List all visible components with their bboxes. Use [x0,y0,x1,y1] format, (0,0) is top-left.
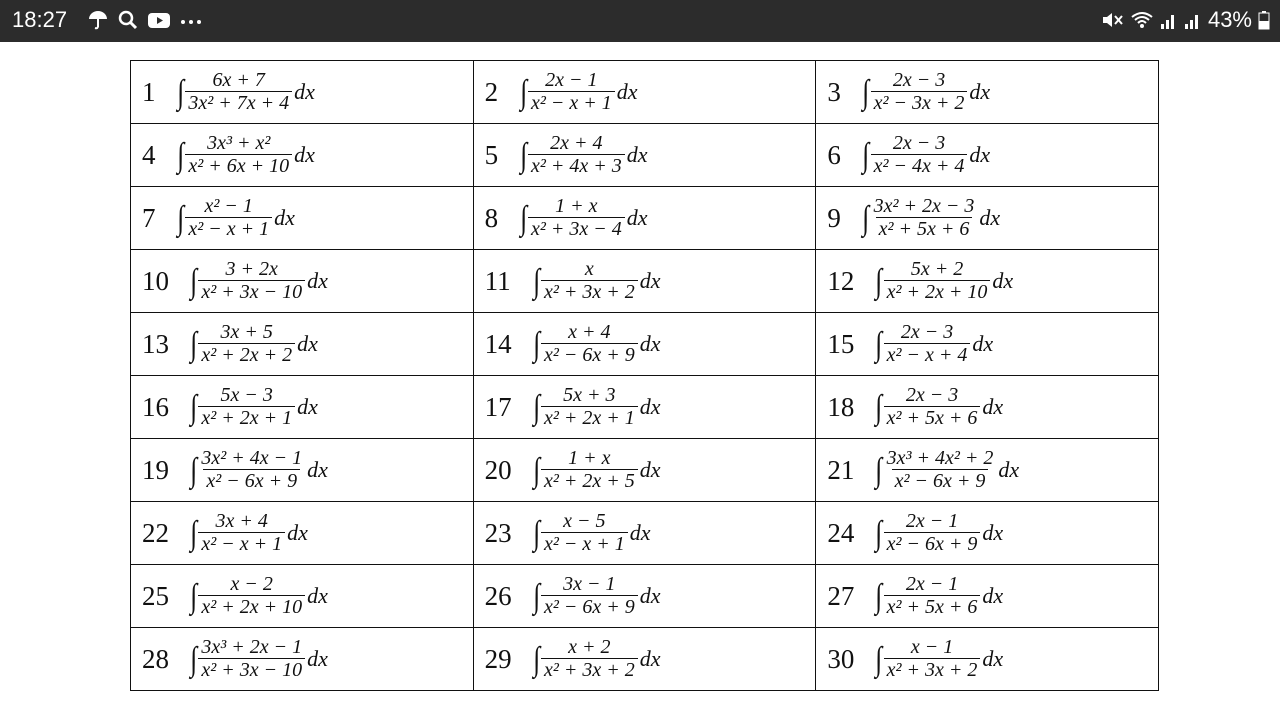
numerator: 5x + 3 [563,384,616,406]
youtube-icon [147,10,171,30]
differential: dx [294,142,315,167]
clock: 18:27 [12,7,68,32]
integral-expression [131,313,473,375]
denominator: x² + 2x + 10 [884,280,991,303]
integral-sign: ∫ [875,326,883,363]
integral-expression [816,376,1158,438]
fraction [884,259,991,303]
problem-number: 26 [484,580,512,611]
integral-sign: ∫ [177,74,185,111]
fraction [541,385,638,429]
problem-number: 7 [142,202,156,233]
problem-number: 12 [827,265,855,296]
numerator: 2x − 1 [545,69,598,91]
integral-sign: ∫ [190,452,198,489]
fraction [884,511,981,555]
problem-cell [816,187,1159,250]
signal-icon [1160,9,1178,31]
integral-sign: ∫ [875,641,883,678]
denominator: x² + 2x + 5 [541,469,638,492]
problem-number: 1 [142,76,156,107]
problem-cell [473,61,816,124]
differential: dx [998,457,1020,482]
numerator: 3x − 1 [563,573,616,595]
integral-expression [816,61,1158,123]
numerator: x − 2 [230,573,273,595]
problem-number: 28 [142,643,169,674]
fraction [541,511,628,555]
fraction [541,574,638,618]
denominator: x² − 3x + 2 [871,91,968,114]
fraction [884,637,981,681]
numerator: 3x³ + 2x − 1 [201,636,303,658]
integral-expression [474,376,816,438]
fraction [884,322,971,366]
problem-cell [131,313,474,376]
differential: dx [979,205,1001,230]
integral-sign: ∫ [190,641,198,678]
integral-sign: ∫ [532,389,540,426]
differential: dx [307,583,328,608]
differential: dx [307,646,328,671]
problem-number: 5 [484,139,499,170]
integral-expression [131,61,473,123]
table-row [131,313,1159,376]
problem-number: 23 [484,517,512,548]
problem-cell [816,61,1159,124]
integral-sign: ∫ [519,200,527,237]
fraction [541,322,638,366]
integral-sign: ∫ [190,326,198,363]
differential: dx [972,331,994,356]
integral-sign: ∫ [177,137,185,174]
denominator: x² + 3x − 10 [198,658,305,681]
problem-cell [473,565,816,628]
numerator: 2x − 3 [900,321,954,343]
more-dots-icon [179,10,203,30]
integral-expression [131,124,473,186]
integral-expression [474,124,816,186]
integral-expression [816,502,1158,564]
problem-number: 27 [827,580,855,611]
integral-expression [131,439,473,501]
problem-cell [131,502,474,565]
denominator: x² − 6x + 9 [203,469,300,492]
differential: dx [982,520,1004,545]
problem-number: 8 [484,202,499,233]
fraction [198,637,305,681]
denominator: x² − x + 1 [185,217,272,240]
problem-number: 9 [827,202,841,233]
numerator: x − 1 [910,636,954,658]
notification-icons [87,9,203,31]
integral-expression [474,628,816,690]
problem-cell [131,250,474,313]
integral-expression [131,250,473,312]
problem-number: 29 [484,643,512,674]
problem-cell [473,439,816,502]
denominator: x² + 3x − 10 [198,280,305,303]
problem-number: 17 [484,391,512,422]
integral-expression [474,565,816,627]
table-row [131,439,1159,502]
differential: dx [616,79,638,104]
status-bar [0,0,1280,42]
integral-expression [474,61,816,123]
differential: dx [982,646,1004,671]
fraction [528,196,625,240]
fraction [198,448,305,492]
fraction [871,70,968,114]
problem-cell [473,313,816,376]
differential: dx [969,142,991,167]
differential: dx [307,457,328,482]
integral-sign: ∫ [532,641,540,678]
signal-icon [1184,9,1202,31]
denominator: x² − 6x + 9 [541,595,638,618]
denominator: x² − x + 1 [198,532,285,555]
differential: dx [307,268,328,293]
fraction [198,259,305,303]
denominator: x² − 4x + 4 [871,154,968,177]
integral-sign: ∫ [532,326,540,363]
numerator: 3x³ + x² [207,132,271,154]
fraction [884,385,981,429]
integral-expression [816,313,1158,375]
system-icons [1100,7,1270,33]
table-row [131,250,1159,313]
fraction [884,574,981,618]
differential: dx [629,520,651,545]
problem-number: 16 [142,391,169,422]
differential: dx [287,520,308,545]
numerator: 3x² + 2x − 3 [873,195,975,217]
problem-cell [131,439,474,502]
fraction [185,70,292,114]
table-row [131,565,1159,628]
problem-cell [816,628,1159,691]
integral-expression [816,565,1158,627]
denominator: x² + 2x + 2 [198,343,295,366]
problem-cell [131,628,474,691]
integral-expression [131,565,473,627]
problem-cell [816,124,1159,187]
denominator: x² + 3x + 2 [884,658,981,681]
differential: dx [297,394,318,419]
denominator: x² + 4x + 3 [528,154,625,177]
integral-expression [131,376,473,438]
problem-cell [816,376,1159,439]
integral-sign: ∫ [190,515,198,552]
integral-sign: ∫ [532,515,540,552]
differential: dx [982,583,1004,608]
numerator: x + 4 [568,321,611,343]
numerator: 2x − 3 [892,69,946,91]
differential: dx [274,205,295,230]
integral-expression [474,502,816,564]
numerator: 3x² + 4x − 1 [201,447,303,469]
differential: dx [639,583,661,608]
numerator: 2x − 1 [905,573,959,595]
numerator: 2x − 3 [905,384,959,406]
fraction [198,574,305,618]
numerator: 1 + x [568,447,611,469]
problem-number: 4 [142,139,156,170]
integral-expression [474,250,816,312]
denominator: 3x² + 7x + 4 [185,91,292,114]
fraction [528,133,625,177]
differential: dx [639,457,661,482]
mute-icon [1100,9,1124,31]
integral-sign: ∫ [190,389,198,426]
numerator: 2x + 4 [550,132,603,154]
denominator: x² + 2x + 10 [198,595,305,618]
problem-cell [131,61,474,124]
problem-number: 25 [142,580,169,611]
problem-cell [131,124,474,187]
fraction [528,70,615,114]
denominator: x² + 3x − 4 [528,217,625,240]
numerator: x − 5 [563,510,606,532]
integral-sign: ∫ [190,578,198,615]
problem-cell [816,439,1159,502]
problem-number: 2 [484,76,499,107]
denominator: x² − 6x + 9 [541,343,638,366]
problem-cell [473,502,816,565]
denominator: x² + 5x + 6 [884,595,981,618]
problem-cell [473,187,816,250]
problem-number: 10 [142,265,169,296]
fraction [185,133,292,177]
problem-number: 14 [484,328,512,359]
differential: dx [639,394,661,419]
integral-sign: ∫ [177,200,185,237]
denominator: x² − x + 1 [528,91,615,114]
differential: dx [626,205,648,230]
integral-sign: ∫ [190,263,198,300]
integral-expression [816,250,1158,312]
problem-cell [816,250,1159,313]
numerator: 3x³ + 4x² + 2 [886,447,994,469]
problem-cell [816,565,1159,628]
differential: dx [639,331,661,356]
numerator: x + 2 [568,636,611,658]
integral-expression [131,628,473,690]
fraction [541,637,638,681]
problem-number: 13 [142,328,169,359]
problem-cell [131,565,474,628]
numerator: 5x − 3 [220,384,273,406]
integral-sign: ∫ [532,263,540,300]
differential: dx [992,268,1014,293]
denominator: x² + 3x + 2 [541,280,638,303]
problem-cell [816,502,1159,565]
integrals-table [130,60,1159,691]
fraction [198,322,295,366]
table-row [131,187,1159,250]
table-row [131,376,1159,439]
differential: dx [639,268,661,293]
search-icon [117,9,139,31]
denominator: x² + 2x + 1 [198,406,295,429]
integral-sign: ∫ [532,452,540,489]
table-row [131,628,1159,691]
fraction [871,196,978,240]
integral-sign: ∫ [875,515,883,552]
denominator: x² + 3x + 2 [541,658,638,681]
problem-cell [816,313,1159,376]
denominator: x² + 6x + 10 [185,154,292,177]
umbrella-icon [87,9,109,31]
differential: dx [297,331,318,356]
denominator: x² − 6x + 9 [892,469,989,492]
numerator: 1 + x [555,195,598,217]
integral-sign: ∫ [875,578,883,615]
table-row [131,502,1159,565]
numerator: x [584,258,594,280]
integral-sign: ∫ [862,200,870,237]
problem-cell [473,124,816,187]
integral-expression [474,439,816,501]
differential: dx [639,646,661,671]
integral-expression [131,502,473,564]
differential: dx [982,394,1004,419]
problem-number: 11 [484,265,511,296]
problem-number: 6 [827,139,841,170]
integral-sign: ∫ [875,452,883,489]
denominator: x² − x + 4 [884,343,971,366]
differential: dx [969,79,991,104]
integral-sign: ∫ [875,263,883,300]
problem-number: 3 [827,76,841,107]
integral-expression [816,187,1158,249]
integral-expression [474,313,816,375]
numerator: 3 + 2x [225,258,278,280]
fraction [198,511,285,555]
problem-number: 20 [484,454,512,485]
problem-cell [473,250,816,313]
integral-expression [131,187,473,249]
integral-expression [816,124,1158,186]
numerator: 2x − 1 [905,510,959,532]
integral-expression [816,439,1158,501]
battery-icon [1258,9,1270,31]
table-row [131,124,1159,187]
problem-cell [131,376,474,439]
integral-sign: ∫ [532,578,540,615]
integral-sign: ∫ [875,389,883,426]
differential: dx [626,142,648,167]
problem-number: 22 [142,517,169,548]
numerator: 6x + 7 [212,69,265,91]
differential: dx [294,79,315,104]
fraction [541,448,638,492]
problem-cell [473,628,816,691]
problem-number: 30 [827,643,855,674]
problem-number: 21 [827,454,855,485]
fraction [198,385,295,429]
numerator: 5x + 2 [910,258,964,280]
integral-sign: ∫ [519,74,527,111]
integral-expression [816,628,1158,690]
numerator: 3x + 4 [215,510,268,532]
integral-sign: ∫ [519,137,527,174]
integral-expression [474,187,816,249]
problem-cell [131,187,474,250]
numerator: x² − 1 [204,195,253,217]
problem-number: 24 [827,517,855,548]
integral-sign: ∫ [862,74,870,111]
fraction [185,196,272,240]
numerator: 2x − 3 [892,132,946,154]
denominator: x² − x + 1 [541,532,628,555]
integral-sign: ∫ [862,137,870,174]
table-row [131,61,1159,124]
problem-cell [473,376,816,439]
battery-percent: 43% [1207,7,1252,32]
problem-number: 15 [827,328,855,359]
denominator: x² + 5x + 6 [876,217,973,240]
fraction [871,133,968,177]
problem-number: 18 [827,391,855,422]
denominator: x² + 2x + 1 [541,406,638,429]
numerator: 3x + 5 [220,321,273,343]
fraction [884,448,997,492]
denominator: x² − 6x + 9 [884,532,981,555]
denominator: x² + 5x + 6 [884,406,981,429]
fraction [541,259,638,303]
problem-number: 19 [142,454,169,485]
wifi-icon [1130,9,1154,31]
